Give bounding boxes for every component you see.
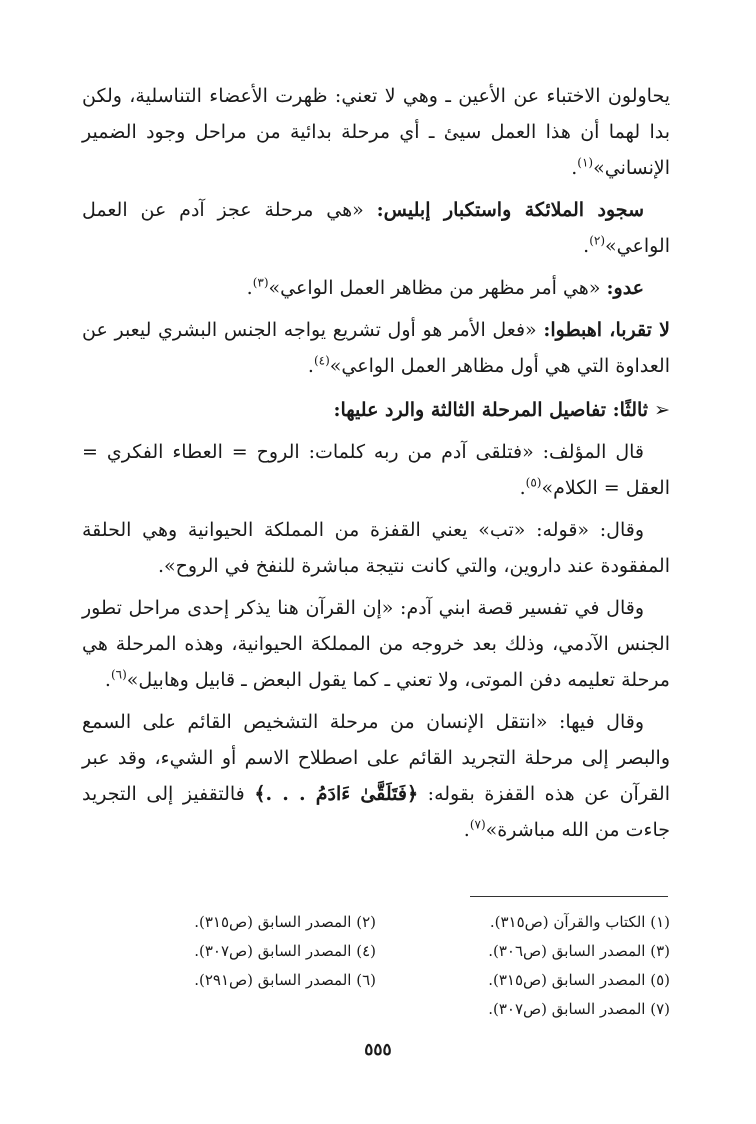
paragraph-text: فالتقفيز إلى التجريد جاءت من الله مباشرة» bbox=[82, 783, 670, 841]
paragraph-tail: . bbox=[307, 355, 314, 377]
page-body bbox=[82, 78, 670, 854]
paragraph-text: «هي أمر مظهر من مظاهر العمل الواعي» bbox=[268, 277, 607, 299]
heading-text: ثالثًا: تفاصيل المرحلة الثالثة والرد عليها: bbox=[333, 399, 649, 421]
body-paragraph-4 bbox=[82, 704, 670, 848]
paragraph-4 bbox=[82, 312, 670, 384]
paragraph-text: وقال: «قوله: «تب» يعني القفزة من المملكة الحيوانية وهي الحلقة المفقودة عند داروين، والتي كانت نتيجة مباشرة للنفخ في الروح». bbox=[82, 519, 670, 577]
paragraph-2 bbox=[82, 192, 670, 264]
paragraph-text: قال المؤلف: «فتلقى آدم من ربه كلمات: الروح = العطاء الفكري = العقل = الكلام» bbox=[82, 441, 670, 499]
footnote-ref: (٤) bbox=[313, 353, 330, 368]
paragraph-text: «فعل الأمر هو أول تشريع يواجه الجنس البشري ليعبر عن العداوة التي هي أول مظاهر العمل الواعي» bbox=[82, 319, 670, 377]
footnote-row bbox=[82, 908, 670, 937]
section-heading bbox=[82, 392, 670, 428]
paragraph-3 bbox=[82, 270, 670, 306]
paragraph-tail: . bbox=[519, 477, 526, 499]
footnote-7: (٧) المصدر السابق (ص٣٠٧). bbox=[488, 1000, 670, 1018]
paragraph-text: يحاولون الاختباء عن الأعين ـ وهي لا تعني: ظهرت الأعضاء التناسلية، ولكن بدا لهما أن هذا العمل سيئ ـ أي مرحلة بدائية من مراحل وجود الضمير الإنساني» bbox=[82, 85, 670, 179]
footnote-ref: (٦) bbox=[110, 667, 127, 682]
arrow-icon: ➢ bbox=[654, 399, 670, 421]
footnote-5: (٥) المصدر السابق (ص٣١٥). bbox=[488, 971, 670, 989]
footnote-4: (٤) المصدر السابق (ص٣٠٧). bbox=[194, 942, 376, 960]
footnote-row bbox=[82, 995, 670, 1024]
body-paragraph-1 bbox=[82, 434, 670, 506]
footnotes bbox=[82, 908, 670, 1024]
footnote-ref: (١) bbox=[577, 155, 594, 170]
footnote-1: (١) الكتاب والقرآن (ص٣١٥). bbox=[489, 913, 670, 931]
body-paragraph-3 bbox=[82, 590, 670, 698]
paragraph-text: «هي مرحلة عجز آدم عن العمل الواعي» bbox=[82, 199, 670, 257]
footnote-ref: (٥) bbox=[525, 475, 542, 490]
paragraph-text: وقال فيها: «انتقل الإنسان من مرحلة التشخيص القائم على السمع والبصر إلى مرحلة التجريد القائم على اصطلاح الاسم أو الشيء، وقد عبر القرآن عن هذه القفزة بقوله: bbox=[82, 711, 671, 805]
footnote-row bbox=[82, 937, 670, 966]
paragraph-1 bbox=[82, 78, 670, 186]
footnote-row bbox=[82, 966, 670, 995]
term-label: عدو: bbox=[606, 277, 644, 299]
footnote-6: (٦) المصدر السابق (ص٢٩١). bbox=[194, 971, 376, 989]
footnote-ref: (٣) bbox=[252, 275, 269, 290]
term-label: لا تقربا، اهبطوا: bbox=[543, 319, 670, 341]
footnote-3: (٣) المصدر السابق (ص٣٠٦). bbox=[488, 942, 670, 960]
paragraph-tail: . bbox=[104, 669, 111, 691]
term-label: سجود الملائكة واستكبار إبليس: bbox=[376, 199, 644, 221]
paragraph-tail: . bbox=[463, 819, 470, 841]
paragraph-tail: . bbox=[246, 277, 253, 299]
paragraph-text: وقال في تفسير قصة ابني آدم: «إن القرآن هنا يذكر إحدى مراحل تطور الجنس الآدمي، وذلك بعد خروجه من المملكة الحيوانية، وهذه المرحلة هي مرحلة تعليمه دفن الموتى، ولا تعني ـ كما يقول البعض ـ قابيل وهابيل» bbox=[82, 597, 670, 691]
footnote-ref: (٢) bbox=[589, 233, 606, 248]
footnote-ref: (٧) bbox=[469, 817, 486, 832]
footnote-divider bbox=[470, 896, 668, 897]
quran-quote: ﴿فَتَلَقَّىٰ ءَادَمُ . . .﴾ bbox=[254, 783, 419, 805]
paragraph-tail: . bbox=[583, 235, 590, 257]
page-number: ٥٥٥ bbox=[364, 1040, 392, 1060]
body-paragraph-2 bbox=[82, 512, 670, 584]
footnote-2: (٢) المصدر السابق (ص٣١٥). bbox=[194, 913, 376, 931]
paragraph-tail: . bbox=[571, 157, 578, 179]
